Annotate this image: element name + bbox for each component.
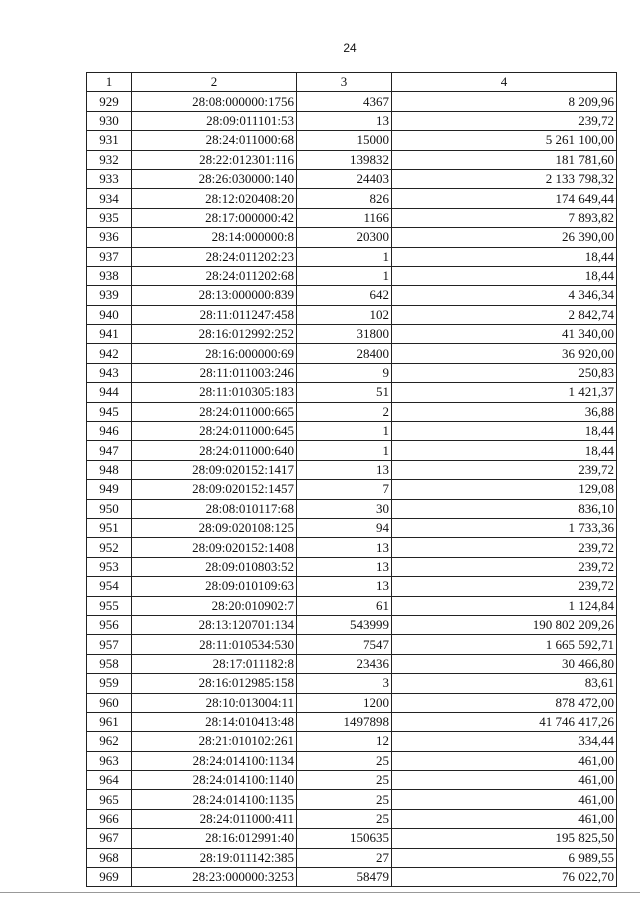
cadastral-number-cell: 28:13:120701:134 [132,615,297,634]
column-header-4: 4 [392,73,617,92]
cadastral-number-cell: 28:09:010803:52 [132,557,297,576]
area-cell: 1 [297,441,392,460]
table-body [87,92,617,887]
table-row [87,325,617,344]
table-row [87,150,617,169]
area-cell: 1 [297,266,392,285]
table-row [87,596,617,615]
amount-cell: 83,61 [392,674,617,693]
cadastral-number-cell: 28:11:010305:183 [132,383,297,402]
table-row [87,131,617,150]
table-row [87,829,617,848]
area-cell: 1497898 [297,712,392,731]
cadastral-number-cell: 28:24:011202:68 [132,266,297,285]
table-row [87,615,617,634]
amount-cell: 4 346,34 [392,286,617,305]
amount-cell: 41 746 417,26 [392,712,617,731]
cadastral-number-cell: 28:16:000000:69 [132,344,297,363]
cadastral-number-cell: 28:11:011247:458 [132,305,297,324]
cadastral-number-cell: 28:11:011003:246 [132,363,297,382]
amount-cell: 7 893,82 [392,208,617,227]
cadastral-number-cell: 28:24:014100:1135 [132,790,297,809]
table-row [87,480,617,499]
amount-cell: 239,72 [392,577,617,596]
row-number-cell: 960 [87,693,132,712]
table-header-row [87,73,617,92]
table-row [87,305,617,324]
cadastral-number-cell: 28:11:010534:530 [132,635,297,654]
cadastral-number-cell: 28:24:011000:665 [132,402,297,421]
row-number-cell: 946 [87,422,132,441]
row-number-cell: 943 [87,363,132,382]
row-number-cell: 944 [87,383,132,402]
area-cell: 9 [297,363,392,382]
cadastral-number-cell: 28:24:011000:645 [132,422,297,441]
area-cell: 27 [297,848,392,867]
cadastral-number-cell: 28:13:000000:839 [132,286,297,305]
row-number-cell: 952 [87,538,132,557]
area-cell: 23436 [297,654,392,673]
cadastral-number-cell: 28:24:011000:411 [132,809,297,828]
row-number-cell: 933 [87,169,132,188]
column-header-3: 3 [297,73,392,92]
area-cell: 31800 [297,325,392,344]
table-row [87,286,617,305]
table-row [87,499,617,518]
area-cell: 1 [297,422,392,441]
area-cell: 1200 [297,693,392,712]
cadastral-number-cell: 28:14:000000:8 [132,228,297,247]
row-number-cell: 937 [87,247,132,266]
amount-cell: 195 825,50 [392,829,617,848]
row-number-cell: 962 [87,732,132,751]
row-number-cell: 934 [87,189,132,208]
cadastral-number-cell: 28:09:020108:125 [132,518,297,537]
table-row [87,790,617,809]
row-number-cell: 961 [87,712,132,731]
row-number-cell: 932 [87,150,132,169]
area-cell: 543999 [297,615,392,634]
table-row [87,577,617,596]
area-cell: 94 [297,518,392,537]
amount-cell: 250,83 [392,363,617,382]
area-cell: 139832 [297,150,392,169]
area-cell: 51 [297,383,392,402]
row-number-cell: 967 [87,829,132,848]
table-row [87,169,617,188]
row-number-cell: 949 [87,480,132,499]
row-number-cell: 945 [87,402,132,421]
area-cell: 24403 [297,169,392,188]
area-cell: 3 [297,674,392,693]
amount-cell: 8 209,96 [392,92,617,111]
area-cell: 642 [297,286,392,305]
area-cell: 1166 [297,208,392,227]
table-row [87,266,617,285]
cadastral-number-cell: 28:09:010109:63 [132,577,297,596]
amount-cell: 1 733,36 [392,518,617,537]
amount-cell: 836,10 [392,499,617,518]
amount-cell: 36,88 [392,402,617,421]
amount-cell: 129,08 [392,480,617,499]
row-number-cell: 941 [87,325,132,344]
amount-cell: 878 472,00 [392,693,617,712]
amount-cell: 461,00 [392,809,617,828]
area-cell: 102 [297,305,392,324]
area-cell: 150635 [297,829,392,848]
row-number-cell: 959 [87,674,132,693]
table-row [87,92,617,111]
cadastral-number-cell: 28:16:012992:252 [132,325,297,344]
cadastral-number-cell: 28:12:020408:20 [132,189,297,208]
table-row [87,635,617,654]
amount-cell: 30 466,80 [392,654,617,673]
table-row [87,208,617,227]
row-number-cell: 950 [87,499,132,518]
data-table [86,72,617,887]
table-row [87,557,617,576]
row-number-cell: 966 [87,809,132,828]
table-row [87,460,617,479]
cadastral-number-cell: 28:08:010117:68 [132,499,297,518]
cadastral-number-cell: 28:24:011000:640 [132,441,297,460]
column-header-2: 2 [132,73,297,92]
amount-cell: 36 920,00 [392,344,617,363]
table-row [87,809,617,828]
cadastral-number-cell: 28:17:000000:42 [132,208,297,227]
table-row [87,538,617,557]
cadastral-number-cell: 28:24:011000:68 [132,131,297,150]
area-cell: 7 [297,480,392,499]
row-number-cell: 965 [87,790,132,809]
table-row [87,422,617,441]
amount-cell: 461,00 [392,790,617,809]
amount-cell: 18,44 [392,441,617,460]
area-cell: 61 [297,596,392,615]
cadastral-number-cell: 28:26:030000:140 [132,169,297,188]
row-number-cell: 968 [87,848,132,867]
cadastral-number-cell: 28:16:012985:158 [132,674,297,693]
amount-cell: 239,72 [392,111,617,130]
row-number-cell: 957 [87,635,132,654]
area-cell: 13 [297,111,392,130]
table-row [87,848,617,867]
area-cell: 25 [297,809,392,828]
row-number-cell: 969 [87,868,132,887]
amount-cell: 461,00 [392,751,617,770]
area-cell: 30 [297,499,392,518]
cadastral-number-cell: 28:14:010413:48 [132,712,297,731]
amount-cell: 6 989,55 [392,848,617,867]
row-number-cell: 931 [87,131,132,150]
area-cell: 13 [297,538,392,557]
cadastral-number-cell: 28:23:000000:3253 [132,868,297,887]
row-number-cell: 951 [87,518,132,537]
area-cell: 20300 [297,228,392,247]
amount-cell: 1 665 592,71 [392,635,617,654]
amount-cell: 334,44 [392,732,617,751]
table-row [87,383,617,402]
table-row [87,868,617,887]
row-number-cell: 954 [87,577,132,596]
amount-cell: 174 649,44 [392,189,617,208]
amount-cell: 18,44 [392,422,617,441]
table-row [87,674,617,693]
row-number-cell: 936 [87,228,132,247]
area-cell: 1 [297,247,392,266]
amount-cell: 2 842,74 [392,305,617,324]
row-number-cell: 935 [87,208,132,227]
amount-cell: 5 261 100,00 [392,131,617,150]
table-row [87,732,617,751]
row-number-cell: 940 [87,305,132,324]
row-number-cell: 938 [87,266,132,285]
amount-cell: 26 390,00 [392,228,617,247]
cadastral-number-cell: 28:08:000000:1756 [132,92,297,111]
cadastral-number-cell: 28:24:014100:1140 [132,771,297,790]
area-cell: 28400 [297,344,392,363]
row-number-cell: 948 [87,460,132,479]
cadastral-number-cell: 28:24:011202:23 [132,247,297,266]
amount-cell: 239,72 [392,460,617,479]
table-row [87,751,617,770]
page-number: 24 [343,41,357,55]
amount-cell: 18,44 [392,247,617,266]
cadastral-number-cell: 28:09:020152:1457 [132,480,297,499]
area-cell: 25 [297,790,392,809]
cadastral-number-cell: 28:22:012301:116 [132,150,297,169]
amount-cell: 461,00 [392,771,617,790]
row-number-cell: 955 [87,596,132,615]
area-cell: 25 [297,771,392,790]
row-number-cell: 947 [87,441,132,460]
area-cell: 2 [297,402,392,421]
area-cell: 4367 [297,92,392,111]
amount-cell: 239,72 [392,538,617,557]
row-number-cell: 930 [87,111,132,130]
amount-cell: 239,72 [392,557,617,576]
amount-cell: 181 781,60 [392,150,617,169]
area-cell: 15000 [297,131,392,150]
table-row [87,247,617,266]
row-number-cell: 964 [87,771,132,790]
cadastral-number-cell: 28:17:011182:8 [132,654,297,673]
table-row [87,654,617,673]
row-number-cell: 963 [87,751,132,770]
table-row [87,228,617,247]
area-cell: 13 [297,557,392,576]
table-row [87,363,617,382]
row-number-cell: 929 [87,92,132,111]
amount-cell: 1 421,37 [392,383,617,402]
area-cell: 13 [297,577,392,596]
amount-cell: 1 124,84 [392,596,617,615]
amount-cell: 76 022,70 [392,868,617,887]
cadastral-number-cell: 28:24:014100:1134 [132,751,297,770]
area-cell: 826 [297,189,392,208]
area-cell: 7547 [297,635,392,654]
table-row [87,771,617,790]
amount-cell: 18,44 [392,266,617,285]
table-row [87,712,617,731]
area-cell: 58479 [297,868,392,887]
area-cell: 12 [297,732,392,751]
area-cell: 13 [297,460,392,479]
amount-cell: 41 340,00 [392,325,617,344]
row-number-cell: 958 [87,654,132,673]
row-number-cell: 939 [87,286,132,305]
column-header-1: 1 [87,73,132,92]
table-row [87,111,617,130]
row-number-cell: 956 [87,615,132,634]
row-number-cell: 953 [87,557,132,576]
cadastral-number-cell: 28:09:020152:1408 [132,538,297,557]
row-number-cell: 942 [87,344,132,363]
footer-divider [0,892,640,893]
table-row [87,189,617,208]
table-row [87,518,617,537]
amount-cell: 2 133 798,32 [392,169,617,188]
cadastral-number-cell: 28:10:013004:11 [132,693,297,712]
table-row [87,344,617,363]
cadastral-number-cell: 28:09:020152:1417 [132,460,297,479]
cadastral-number-cell: 28:21:010102:261 [132,732,297,751]
table-row [87,402,617,421]
area-cell: 25 [297,751,392,770]
cadastral-number-cell: 28:16:012991:40 [132,829,297,848]
amount-cell: 190 802 209,26 [392,615,617,634]
cadastral-number-cell: 28:20:010902:7 [132,596,297,615]
cadastral-number-cell: 28:19:011142:385 [132,848,297,867]
cadastral-number-cell: 28:09:011101:53 [132,111,297,130]
table-row [87,693,617,712]
table-row [87,441,617,460]
